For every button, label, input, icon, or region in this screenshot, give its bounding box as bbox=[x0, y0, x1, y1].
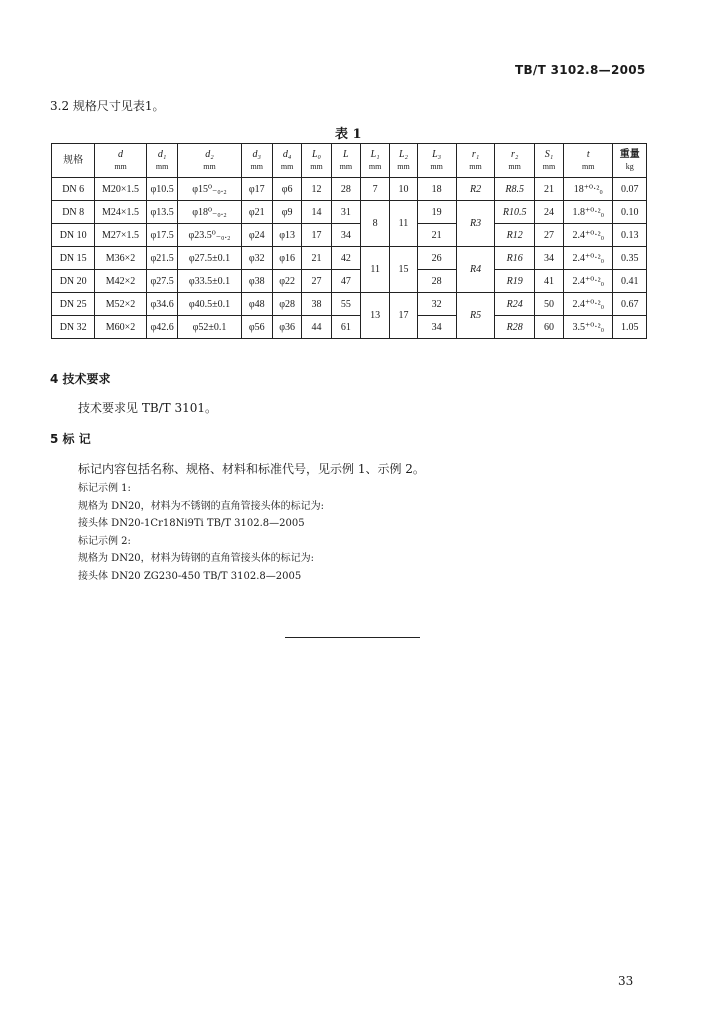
section-3-2-text: 3.2 规格尺寸见表1。 bbox=[50, 99, 165, 113]
cell-L0: 14 bbox=[302, 201, 331, 224]
end-rule bbox=[285, 637, 420, 638]
col-header: d₁ mm bbox=[146, 144, 178, 178]
standard-code-header: TB/T 3102.8—2005 bbox=[515, 63, 646, 77]
cell-t: 2.4⁺⁰·²₀ bbox=[564, 270, 613, 293]
col-header: d₂ mm bbox=[178, 144, 241, 178]
cell-d: M60×2 bbox=[95, 316, 146, 339]
section-5-heading: 5 标 记 bbox=[50, 432, 91, 446]
cell-d: M52×2 bbox=[95, 293, 146, 316]
cell-t: 18⁺⁰·²₀ bbox=[564, 178, 613, 201]
cell-L3: 32 bbox=[417, 293, 456, 316]
cell-d4: φ28 bbox=[272, 293, 301, 316]
table-row bbox=[52, 247, 647, 270]
example-line: 接头体 DN20 ZG230-450 TB/T 3102.8—2005 bbox=[78, 570, 302, 582]
cell-L1: 13 bbox=[360, 293, 389, 339]
cell-L2: 17 bbox=[390, 293, 417, 339]
cell-r1: R2 bbox=[456, 178, 495, 201]
cell-d4: φ6 bbox=[272, 178, 301, 201]
cell-L: 31 bbox=[331, 201, 360, 224]
cell-L0: 44 bbox=[302, 316, 331, 339]
cell-weight: 0.10 bbox=[613, 201, 647, 224]
cell-d3: φ21 bbox=[241, 201, 272, 224]
cell-d1: φ27.5 bbox=[146, 270, 178, 293]
cell-d4: φ22 bbox=[272, 270, 301, 293]
table-row bbox=[52, 178, 647, 201]
cell-d4: φ9 bbox=[272, 201, 301, 224]
cell-L1: 11 bbox=[360, 247, 389, 293]
cell-spec: DN 6 bbox=[52, 178, 95, 201]
cell-d2: φ33.5±0.1 bbox=[178, 270, 241, 293]
cell-L2: 15 bbox=[390, 247, 417, 293]
cell-d4: φ16 bbox=[272, 247, 301, 270]
col-header: r₂ mm bbox=[495, 144, 534, 178]
cell-weight: 0.35 bbox=[613, 247, 647, 270]
cell-weight: 0.13 bbox=[613, 224, 647, 247]
cell-L: 55 bbox=[331, 293, 360, 316]
cell-spec: DN 32 bbox=[52, 316, 95, 339]
cell-L2: 10 bbox=[390, 178, 417, 201]
cell-L3: 18 bbox=[417, 178, 456, 201]
col-header: L₃ mm bbox=[417, 144, 456, 178]
cell-spec: DN 8 bbox=[52, 201, 95, 224]
cell-r1: R5 bbox=[456, 293, 495, 339]
cell-L3: 26 bbox=[417, 247, 456, 270]
cell-d3: φ32 bbox=[241, 247, 272, 270]
cell-r1: R4 bbox=[456, 247, 495, 293]
cell-L0: 12 bbox=[302, 178, 331, 201]
cell-d: M42×2 bbox=[95, 270, 146, 293]
example-line: 规格为 DN20，材料为铸钢的直角管接头体的标记为: bbox=[78, 553, 315, 564]
cell-S1: 21 bbox=[534, 178, 563, 201]
example-line: 规格为 DN20，材料为不锈钢的直角管接头体的标记为: bbox=[78, 500, 325, 512]
cell-S1: 27 bbox=[534, 224, 563, 247]
col-header: d₃ mm bbox=[241, 144, 272, 178]
cell-L3: 21 bbox=[417, 224, 456, 247]
table-header-row bbox=[52, 144, 647, 178]
marking-examples bbox=[78, 480, 324, 585]
col-header: r₁ mm bbox=[456, 144, 495, 178]
example-line: 标记示例 1: bbox=[78, 483, 131, 494]
cell-L: 61 bbox=[331, 316, 360, 339]
cell-S1: 41 bbox=[534, 270, 563, 293]
col-header: S₁ mm bbox=[534, 144, 563, 178]
cell-r2: R12 bbox=[495, 224, 534, 247]
section-5-text: 标记内容包括名称、规格、材料和标准代号，见示例 1、示例 2。 bbox=[78, 462, 425, 476]
cell-spec: DN 25 bbox=[52, 293, 95, 316]
col-header: L₂ mm bbox=[390, 144, 417, 178]
cell-L2: 11 bbox=[390, 201, 417, 247]
cell-weight: 0.67 bbox=[613, 293, 647, 316]
cell-L1: 7 bbox=[360, 178, 389, 201]
table-row bbox=[52, 293, 647, 316]
table-row bbox=[52, 224, 647, 247]
cell-d1: φ21.5 bbox=[146, 247, 178, 270]
cell-t: 3.5⁺⁰·²₀ bbox=[564, 316, 613, 339]
col-header: 规格 bbox=[52, 144, 95, 178]
cell-d3: φ38 bbox=[241, 270, 272, 293]
cell-d1: φ17.5 bbox=[146, 224, 178, 247]
cell-d4: φ13 bbox=[272, 224, 301, 247]
cell-L0: 27 bbox=[302, 270, 331, 293]
col-header: L₀ mm bbox=[302, 144, 331, 178]
cell-d2: φ18⁰₋₀.₂ bbox=[178, 201, 241, 224]
col-header: L₁ mm bbox=[360, 144, 389, 178]
cell-L: 42 bbox=[331, 247, 360, 270]
cell-spec: DN 15 bbox=[52, 247, 95, 270]
table-row bbox=[52, 201, 647, 224]
table-row bbox=[52, 316, 647, 339]
cell-L1: 8 bbox=[360, 201, 389, 247]
cell-d1: φ34.6 bbox=[146, 293, 178, 316]
cell-weight: 0.41 bbox=[613, 270, 647, 293]
cell-d: M27×1.5 bbox=[95, 224, 146, 247]
cell-d2: φ23.5⁰₋₀.₂ bbox=[178, 224, 241, 247]
cell-d2: φ52±0.1 bbox=[178, 316, 241, 339]
cell-d3: φ56 bbox=[241, 316, 272, 339]
cell-d3: φ17 bbox=[241, 178, 272, 201]
cell-t: 2.4⁺⁰·²₀ bbox=[564, 247, 613, 270]
cell-d1: φ10.5 bbox=[146, 178, 178, 201]
cell-d2: φ40.5±0.1 bbox=[178, 293, 241, 316]
table-row bbox=[52, 270, 647, 293]
example-line: 接头体 DN20-1Cr18Ni9Ti TB/T 3102.8—2005 bbox=[78, 518, 305, 529]
cell-r2: R8.5 bbox=[495, 178, 534, 201]
cell-L: 28 bbox=[331, 178, 360, 201]
cell-L: 47 bbox=[331, 270, 360, 293]
cell-r2: R19 bbox=[495, 270, 534, 293]
cell-weight: 1.05 bbox=[613, 316, 647, 339]
cell-L3: 19 bbox=[417, 201, 456, 224]
col-header: d₄ mm bbox=[272, 144, 301, 178]
cell-L: 34 bbox=[331, 224, 360, 247]
table-title: 表 1 bbox=[335, 127, 362, 142]
cell-spec: DN 20 bbox=[52, 270, 95, 293]
cell-t: 2.4⁺⁰·²₀ bbox=[564, 224, 613, 247]
cell-r2: R10.5 bbox=[495, 201, 534, 224]
cell-r2: R24 bbox=[495, 293, 534, 316]
cell-d3: φ48 bbox=[241, 293, 272, 316]
cell-S1: 34 bbox=[534, 247, 563, 270]
cell-r2: R16 bbox=[495, 247, 534, 270]
cell-d4: φ36 bbox=[272, 316, 301, 339]
cell-weight: 0.07 bbox=[613, 178, 647, 201]
cell-L3: 28 bbox=[417, 270, 456, 293]
cell-r2: R28 bbox=[495, 316, 534, 339]
cell-L0: 21 bbox=[302, 247, 331, 270]
col-header: 重量 kg bbox=[613, 144, 647, 178]
cell-spec: DN 10 bbox=[52, 224, 95, 247]
cell-S1: 24 bbox=[534, 201, 563, 224]
cell-d3: φ24 bbox=[241, 224, 272, 247]
example-line: 标记示例 2: bbox=[78, 535, 131, 547]
cell-d1: φ13.5 bbox=[146, 201, 178, 224]
cell-L3: 34 bbox=[417, 316, 456, 339]
cell-t: 1.8⁺⁰·²₀ bbox=[564, 201, 613, 224]
cell-r1: R3 bbox=[456, 201, 495, 247]
cell-t: 2.4⁺⁰·²₀ bbox=[564, 293, 613, 316]
cell-L0: 17 bbox=[302, 224, 331, 247]
col-header: L mm bbox=[331, 144, 360, 178]
cell-d: M20×1.5 bbox=[95, 178, 146, 201]
page-number: 33 bbox=[618, 974, 634, 988]
col-header: d mm bbox=[95, 144, 146, 178]
cell-S1: 60 bbox=[534, 316, 563, 339]
cell-d2: φ15⁰₋₀.₂ bbox=[178, 178, 241, 201]
cell-d2: φ27.5±0.1 bbox=[178, 247, 241, 270]
spec-table bbox=[51, 143, 647, 339]
cell-d: M36×2 bbox=[95, 247, 146, 270]
col-header: t mm bbox=[564, 144, 613, 178]
cell-S1: 50 bbox=[534, 293, 563, 316]
cell-d1: φ42.6 bbox=[146, 316, 178, 339]
section-4-text: 技术要求见 TB/T 3101。 bbox=[78, 401, 218, 415]
cell-L0: 38 bbox=[302, 293, 331, 316]
cell-d: M24×1.5 bbox=[95, 201, 146, 224]
section-4-heading: 4 技术要求 bbox=[50, 372, 111, 386]
